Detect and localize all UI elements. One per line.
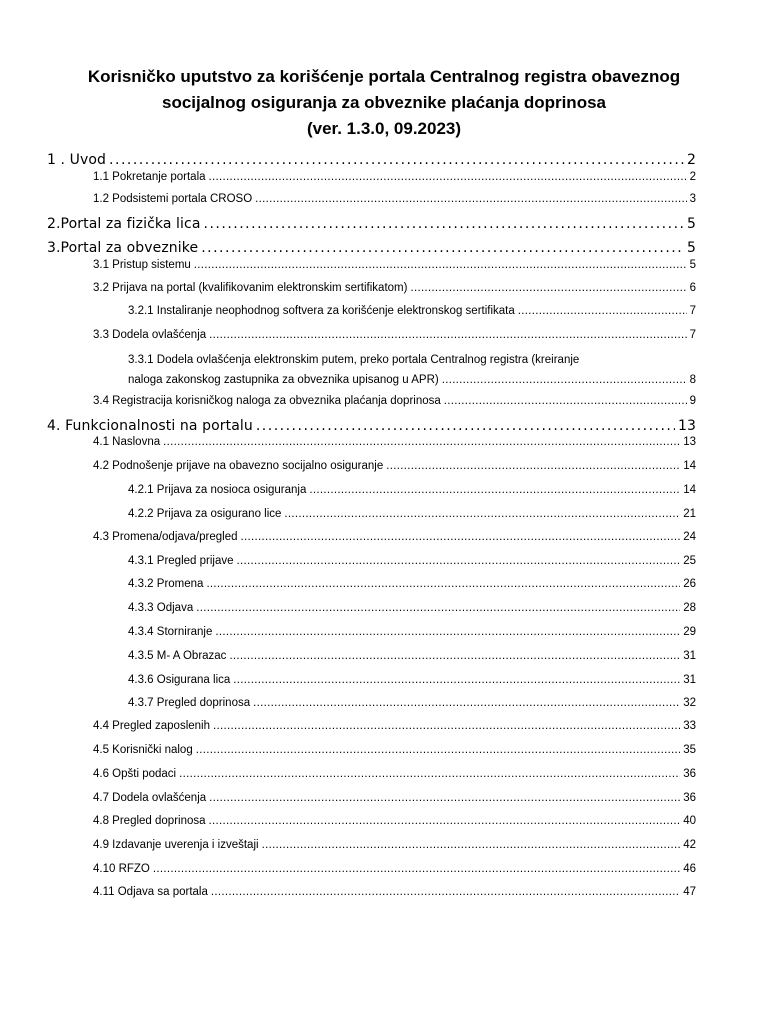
toc-entry-4-11[interactable]	[93, 886, 696, 898]
toc-entry-3-3-1[interactable]	[128, 350, 696, 390]
toc-entry-label: 4.3.1 Pregled prijave	[128, 555, 234, 567]
toc-entry-4-7[interactable]	[93, 792, 696, 804]
toc-entry-label: 4. Funkcionalnosti na portalu	[47, 418, 253, 434]
toc-leader-dots	[153, 863, 680, 875]
toc-leader-dots	[229, 650, 680, 662]
toc-leader-dots	[255, 193, 686, 205]
toc-entry-2[interactable]	[47, 216, 696, 232]
toc-entry-page: 2	[686, 152, 696, 168]
toc-entry-label: 3.2 Prijava na portal (kvalifikovanim elektronskim sertifikatom)	[93, 282, 408, 294]
toc-leader-dots	[442, 370, 687, 390]
toc-entry-page: 9	[689, 395, 696, 407]
toc-entry-page: 5	[686, 216, 696, 232]
toc-entry-3-3[interactable]	[93, 329, 696, 341]
toc-entry-label: 4.1 Naslovna	[93, 436, 161, 448]
toc-entry-page: 35	[683, 744, 696, 756]
toc-leader-dots	[194, 259, 687, 271]
toc-entry-page: 5	[686, 240, 696, 256]
toc-leader-dots	[201, 240, 684, 256]
toc-leader-dots	[211, 886, 680, 898]
toc-entry-label: 4.10 RFZO	[93, 863, 150, 875]
toc-entry-page: 13	[677, 418, 696, 434]
toc-entry-page: 24	[683, 531, 696, 543]
toc-entry-3-1[interactable]	[93, 259, 696, 271]
toc-entry-4-1[interactable]	[93, 436, 696, 448]
toc-entry-label: 4.5 Korisnički nalog	[93, 744, 193, 756]
toc-entry-page: 5	[689, 259, 696, 271]
toc-leader-dots	[444, 395, 687, 407]
toc-leader-dots	[209, 792, 680, 804]
toc-leader-dots	[284, 508, 680, 520]
toc-leader-dots	[215, 626, 680, 638]
toc-entry-label: 4.2 Podnošenje prijave na obavezno socijalno osiguranje	[93, 460, 384, 472]
toc-entry-4-2-1[interactable]	[128, 484, 696, 496]
toc-entry-page: 14	[683, 484, 696, 496]
toc-entry-label: 3.3 Dodela ovlašćenja	[93, 329, 207, 341]
toc-entry-page: 21	[683, 508, 696, 520]
title-line-3: (ver. 1.3.0, 09.2023)	[306, 119, 462, 138]
toc-entry-label: 4.3.3 Odjava	[128, 602, 194, 614]
toc-entry-4-2[interactable]	[93, 460, 696, 472]
toc-entry-page: 40	[683, 815, 696, 827]
toc-entry-page: 47	[683, 886, 696, 898]
toc-leader-dots	[204, 216, 684, 232]
toc-leader-dots	[206, 578, 680, 590]
toc-leader-dots	[233, 674, 680, 686]
toc-entry-label: 3.4 Registracija korisničkog naloga za obveznika plaćanja doprinosa	[93, 395, 441, 407]
toc-leader-dots	[213, 720, 680, 732]
toc-entry-label: 4.3.2 Promena	[128, 578, 204, 590]
toc-entry-label: 4.3.7 Pregled doprinosa	[128, 697, 251, 709]
toc-entry-label: 4.2.1 Prijava za nosioca osiguranja	[128, 484, 307, 496]
toc-entry-label: 4.3.6 Osigurana lica	[128, 674, 231, 686]
toc-entry-page: 36	[683, 768, 696, 780]
toc-entry-page: 3	[689, 193, 696, 205]
toc-entry-uvod[interactable]	[47, 152, 696, 168]
toc-entry-page: 7	[689, 305, 696, 317]
toc-entry-page: 14	[683, 460, 696, 472]
toc-entry-page: 32	[683, 697, 696, 709]
toc-entry-label: 4.4 Pregled zaposlenih	[93, 720, 210, 732]
toc-entry-label: 4.3.5 M- A Obrazac	[128, 650, 227, 662]
toc-entry-label-line-2: naloga zakonskog zastupnika za obveznika upisanog u APR)	[128, 374, 439, 386]
toc-entry-label: 1 . Uvod	[47, 152, 107, 168]
toc-entry-label: 3.2.1 Instaliranje neophodnog softvera za korišćenje elektronskog sertifikata	[128, 305, 515, 317]
toc-entry-page: 42	[683, 839, 696, 851]
toc-leader-dots	[196, 602, 680, 614]
toc-leader-dots	[109, 152, 684, 168]
toc-entry-label: 2.Portal za fizička lica	[47, 216, 201, 232]
toc-entry-4-4[interactable]	[93, 720, 696, 732]
toc-entry-page: 36	[683, 792, 696, 804]
toc-entry-label: 4.9 Izdavanje uverenja i izveštaji	[93, 839, 259, 851]
toc-leader-dots	[209, 171, 687, 183]
toc-entry-page: 26	[683, 578, 696, 590]
toc-entry-page: 31	[683, 674, 696, 686]
title-line-2: socijalnog osiguranja za obveznike plaćanja doprinosa	[161, 93, 606, 112]
toc-leader-dots	[262, 839, 681, 851]
toc-entry-4-3-4[interactable]	[128, 626, 696, 638]
toc-entry-label: 4.8 Pregled doprinosa	[93, 815, 206, 827]
toc-leader-dots	[386, 460, 680, 472]
toc-entry-4-8[interactable]	[93, 815, 696, 827]
toc-entry-label: 4.11 Odjava sa portala	[93, 886, 208, 898]
toc-leader-dots	[309, 484, 680, 496]
toc-leader-dots	[179, 768, 680, 780]
toc-entry-3-2-1[interactable]	[128, 305, 696, 317]
toc-entry-1-1[interactable]	[93, 171, 696, 183]
toc-leader-dots	[236, 555, 680, 567]
toc-entry-label: 4.2.2 Prijava za osigurano lice	[128, 508, 282, 520]
toc-entry-page: 31	[683, 650, 696, 662]
toc-entry-4-10[interactable]	[93, 863, 696, 875]
toc-entry-page: 28	[683, 602, 696, 614]
toc-entry-label: 3.Portal za obveznike	[47, 240, 199, 256]
document-title	[0, 64, 768, 142]
toc-entry-label-line-1: 3.3.1 Dodela ovlašćenja elektronskim putem, preko portala Centralnog registra (kreiranje	[128, 354, 580, 366]
toc-entry-3-2[interactable]	[93, 282, 696, 294]
toc-entry-1-2[interactable]	[93, 193, 696, 205]
toc-entry-4-9[interactable]	[93, 839, 696, 851]
toc-leader-dots	[209, 329, 686, 341]
toc-leader-dots	[163, 436, 680, 448]
toc-entry-page: 13	[683, 436, 696, 448]
toc-entry-3-4[interactable]	[93, 395, 696, 407]
toc-entry-page: 2	[689, 171, 696, 183]
toc-entry-4-2-2[interactable]	[128, 508, 696, 520]
toc-entry-4-3-7[interactable]	[128, 697, 696, 709]
toc-leader-dots	[410, 282, 686, 294]
toc-entry-page: 7	[689, 329, 696, 341]
toc-entry-label: 3.1 Pristup sistemu	[93, 259, 191, 271]
toc-entry-page: 6	[689, 282, 696, 294]
toc-entry-label: 4.7 Dodela ovlašćenja	[93, 792, 207, 804]
title-line-1: Korisničko uputstvo za korišćenje portala Centralnog registra obaveznog	[87, 67, 681, 86]
toc-entry-page: 25	[683, 555, 696, 567]
toc-entry-4-3-2[interactable]	[128, 578, 696, 590]
toc-entry-label: 1.2 Podsistemi portala CROSO	[93, 193, 253, 205]
toc-leader-dots	[518, 305, 687, 317]
toc-entry-4-6[interactable]	[93, 768, 696, 780]
toc-entry-4-5[interactable]	[93, 744, 696, 756]
toc-entry-label: 4.3.4 Storniranje	[128, 626, 213, 638]
toc-entry-page: 29	[683, 626, 696, 638]
toc-leader-dots	[209, 815, 681, 827]
toc-entry-4-3-6[interactable]	[128, 674, 696, 686]
toc-leader-dots	[196, 744, 680, 756]
toc-entry-label: 4.6 Opšti podaci	[93, 768, 177, 780]
toc-leader-dots	[253, 697, 680, 709]
toc-entry-4-3-3[interactable]	[128, 602, 696, 614]
toc-entry-page: 33	[683, 720, 696, 732]
toc-leader-dots	[256, 418, 675, 434]
toc-entry-3[interactable]	[47, 240, 696, 256]
toc-entry-page: 8	[689, 374, 696, 386]
toc-entry-page: 46	[683, 863, 696, 875]
toc-leader-dots	[241, 531, 681, 543]
toc-entry-4-3-5[interactable]	[128, 650, 696, 662]
toc-entry-4[interactable]	[47, 418, 696, 434]
toc-entry-label: 4.3 Promena/odjava/pregled	[93, 531, 238, 543]
toc-entry-4-3[interactable]	[93, 531, 696, 543]
toc-entry-4-3-1[interactable]	[128, 555, 696, 567]
toc-entry-label: 1.1 Pokretanje portala	[93, 171, 206, 183]
